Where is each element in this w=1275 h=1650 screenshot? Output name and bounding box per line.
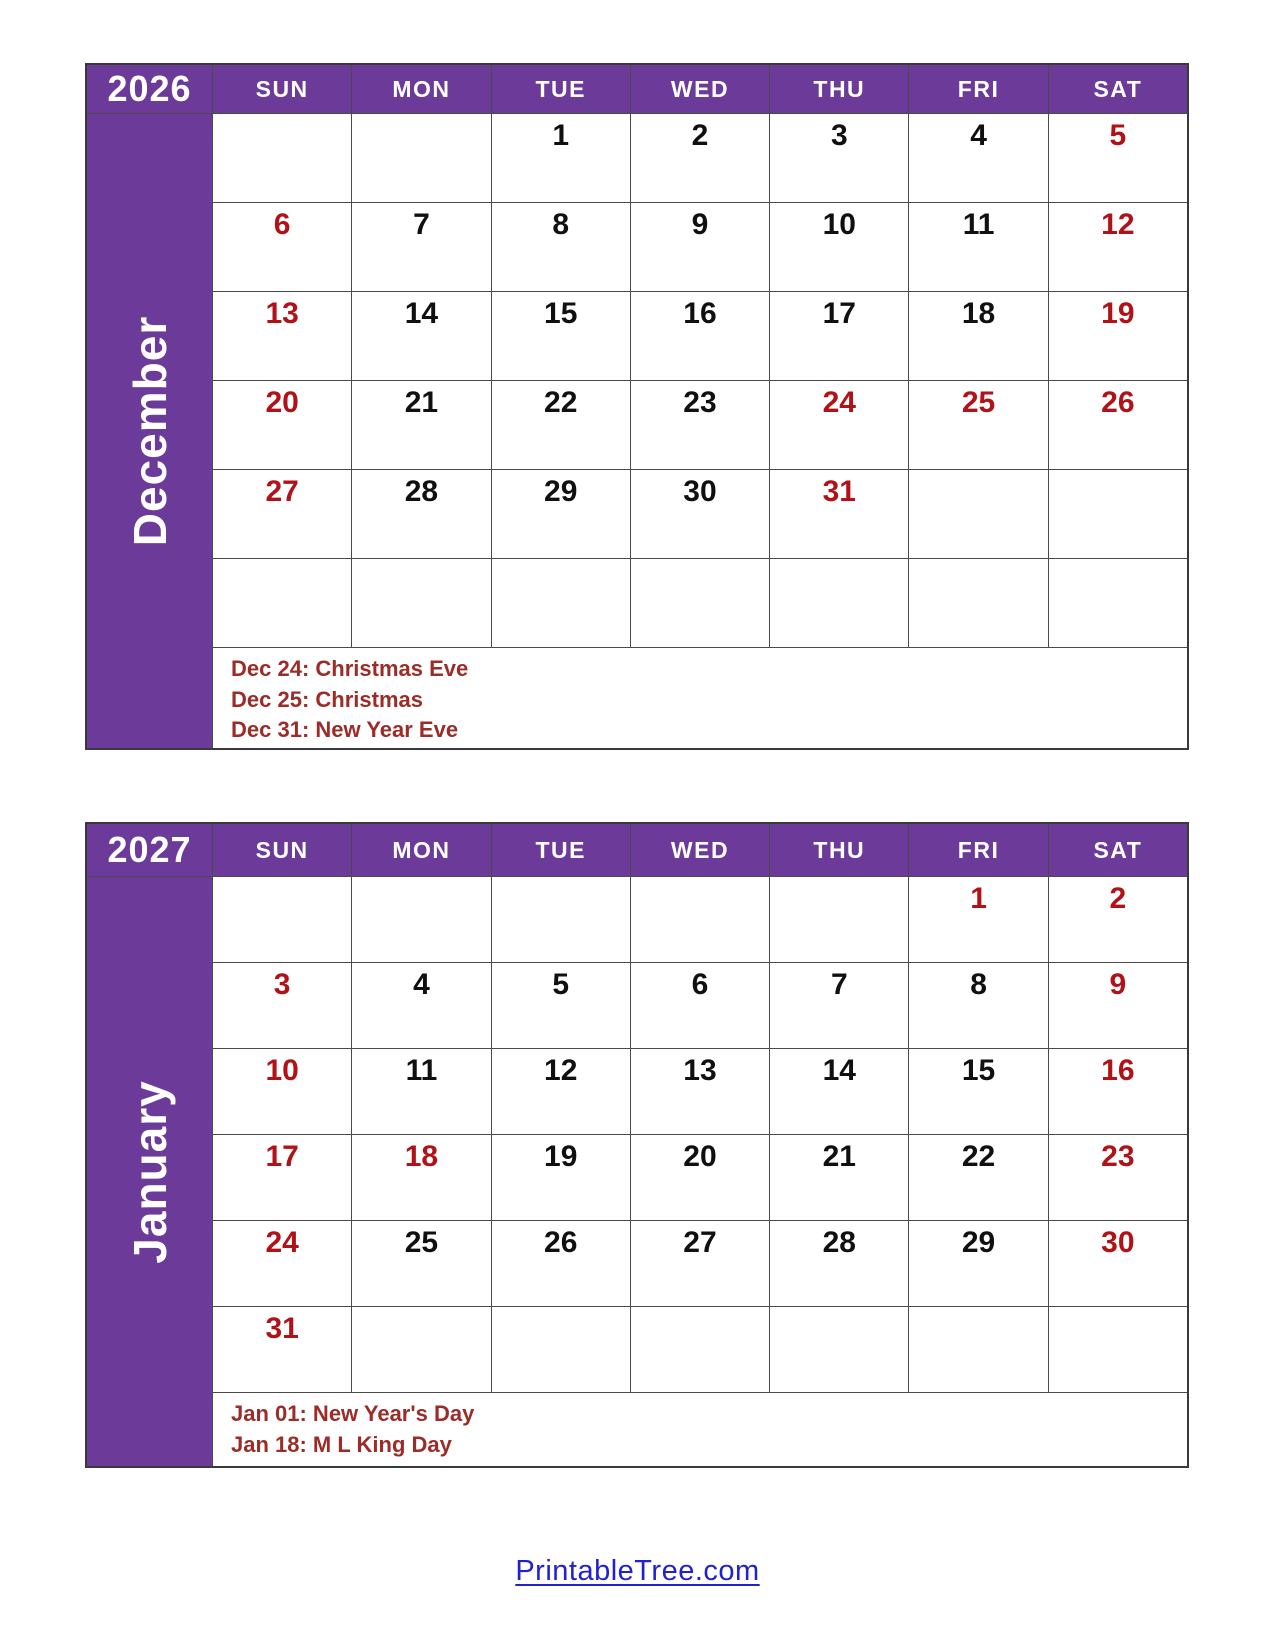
holiday-note: Dec 31: New Year Eve: [231, 717, 459, 742]
day-header-tue: TUE: [491, 824, 630, 876]
date-cell: [769, 558, 908, 647]
date-cell: 18: [351, 1134, 490, 1220]
date-cell: 6: [630, 962, 769, 1048]
date-cell: [908, 469, 1047, 558]
date-cell: [491, 1306, 630, 1392]
date-cell: 10: [769, 202, 908, 291]
date-cell: 5: [491, 962, 630, 1048]
date-cell: 25: [908, 380, 1047, 469]
holiday-note: Jan 01: New Year's Day: [231, 1401, 475, 1426]
date-cell: 3: [212, 962, 351, 1048]
date-cell: 19: [1048, 291, 1187, 380]
date-cell: 16: [1048, 1048, 1187, 1134]
date-cell: [351, 876, 490, 962]
date-cell: 28: [351, 469, 490, 558]
day-header-sun: SUN: [212, 824, 351, 876]
date-cell: [1048, 1306, 1187, 1392]
day-header-sun: SUN: [212, 65, 351, 113]
date-cell: 14: [769, 1048, 908, 1134]
date-cell: 31: [212, 1306, 351, 1392]
date-cell: [212, 558, 351, 647]
day-header-thu: THU: [769, 65, 908, 113]
date-cell: 26: [1048, 380, 1187, 469]
date-cell: 17: [212, 1134, 351, 1220]
date-cell: 2: [1048, 876, 1187, 962]
month-label: December: [123, 315, 176, 547]
date-cell: [1048, 558, 1187, 647]
date-cell: 30: [1048, 1220, 1187, 1306]
date-cell: 21: [351, 380, 490, 469]
date-cell: 15: [491, 291, 630, 380]
date-cell: [212, 113, 351, 202]
date-cell: 2: [630, 113, 769, 202]
date-cell: [769, 1306, 908, 1392]
date-cell: [491, 558, 630, 647]
date-cell: [769, 876, 908, 962]
holiday-note: Dec 24: Christmas Eve: [231, 656, 469, 681]
date-cell: [212, 876, 351, 962]
date-cell: 22: [491, 380, 630, 469]
day-header-wed: WED: [630, 824, 769, 876]
date-cell: 20: [630, 1134, 769, 1220]
date-cell: 20: [212, 380, 351, 469]
date-cell: 17: [769, 291, 908, 380]
date-cell: 18: [908, 291, 1047, 380]
day-header-mon: MON: [351, 824, 490, 876]
date-cell: 15: [908, 1048, 1047, 1134]
date-cell: 28: [769, 1220, 908, 1306]
date-cell: 31: [769, 469, 908, 558]
date-cell: 29: [491, 469, 630, 558]
date-cell: 9: [630, 202, 769, 291]
date-cell: [351, 113, 490, 202]
date-cell: 25: [351, 1220, 490, 1306]
date-cell: 6: [212, 202, 351, 291]
date-cell: [630, 876, 769, 962]
date-cell: 7: [351, 202, 490, 291]
date-cell: 5: [1048, 113, 1187, 202]
date-cell: [630, 558, 769, 647]
calendar-december-2026: [85, 63, 1189, 750]
month-label: January: [123, 1079, 176, 1264]
day-header-fri: FRI: [908, 65, 1047, 113]
day-header-sat: SAT: [1048, 65, 1187, 113]
date-cell: 24: [769, 380, 908, 469]
month-sidebar: [87, 876, 212, 1466]
date-cell: 23: [630, 380, 769, 469]
date-cell: 8: [491, 202, 630, 291]
date-cell: [630, 1306, 769, 1392]
date-cell: 11: [908, 202, 1047, 291]
date-cell: 22: [908, 1134, 1047, 1220]
date-cell: 30: [630, 469, 769, 558]
year-label: 2027: [87, 824, 212, 876]
date-cell: 12: [491, 1048, 630, 1134]
date-cell: 8: [908, 962, 1047, 1048]
calendar-january-2027: [85, 822, 1189, 1468]
date-cell: 11: [351, 1048, 490, 1134]
date-cell: [351, 1306, 490, 1392]
holiday-note: Jan 18: M L King Day: [231, 1431, 452, 1457]
date-cell: 1: [491, 113, 630, 202]
date-cell: [908, 1306, 1047, 1392]
date-cell: 3: [769, 113, 908, 202]
date-cell: 4: [351, 962, 490, 1048]
day-header-thu: THU: [769, 824, 908, 876]
date-cell: 4: [908, 113, 1047, 202]
day-header-sat: SAT: [1048, 824, 1187, 876]
date-cell: 29: [908, 1220, 1047, 1306]
day-header-fri: FRI: [908, 824, 1047, 876]
holiday-note: Dec 25: Christmas: [231, 686, 423, 712]
date-cell: [1048, 469, 1187, 558]
day-header-mon: MON: [351, 65, 490, 113]
date-cell: 12: [1048, 202, 1187, 291]
date-cell: 10: [212, 1048, 351, 1134]
date-cell: [491, 876, 630, 962]
date-cell: 9: [1048, 962, 1187, 1048]
day-header-wed: WED: [630, 65, 769, 113]
date-cell: 26: [491, 1220, 630, 1306]
date-cell: 1: [908, 876, 1047, 962]
date-cell: 16: [630, 291, 769, 380]
date-cell: 19: [491, 1134, 630, 1220]
date-cell: 7: [769, 962, 908, 1048]
footer: [0, 1555, 1275, 1588]
date-cell: 24: [212, 1220, 351, 1306]
day-header-tue: TUE: [491, 65, 630, 113]
date-cell: 23: [1048, 1134, 1187, 1220]
holiday-notes: [212, 647, 1187, 748]
date-cell: [351, 558, 490, 647]
month-sidebar: [87, 113, 212, 748]
date-cell: 13: [630, 1048, 769, 1134]
date-cell: 14: [351, 291, 490, 380]
date-cell: 27: [212, 469, 351, 558]
year-label: 2026: [87, 65, 212, 113]
date-cell: 21: [769, 1134, 908, 1220]
date-cell: 13: [212, 291, 351, 380]
holiday-notes: [212, 1392, 1187, 1466]
date-cell: 27: [630, 1220, 769, 1306]
date-cell: [908, 558, 1047, 647]
footer-link[interactable]: PrintableTree.com: [515, 1555, 760, 1587]
